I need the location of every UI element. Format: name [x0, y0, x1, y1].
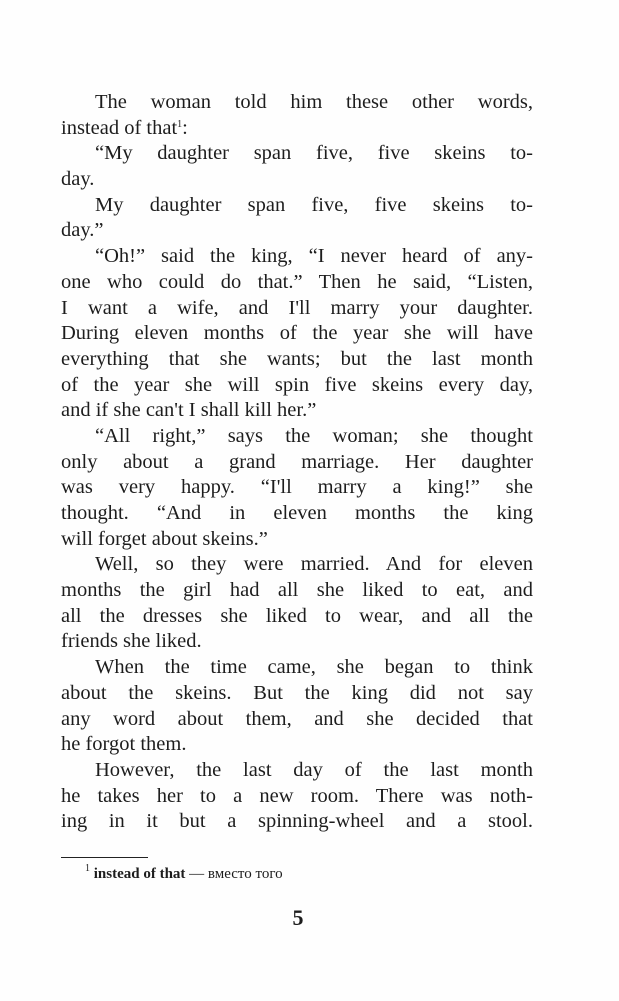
text-line [61, 450, 533, 476]
text-line-content: friends she liked. [61, 630, 202, 653]
text-line-content: The woman told him these other words, [95, 91, 533, 113]
text-line-content: thought. “And in eleven months the king [61, 502, 533, 524]
text-line [61, 424, 533, 450]
text-line-content: everything that she wants; but the last month [61, 347, 533, 370]
text-line [61, 784, 533, 810]
text-line [61, 655, 533, 681]
text-line [61, 578, 533, 604]
page-number: 5 [292, 905, 304, 930]
text-line-content: instead of that [61, 116, 178, 139]
text-line-content: he takes her to a new room. There was noth- [61, 784, 533, 807]
footnote-translation: вместо того [207, 866, 283, 882]
text-line-content: months the girl had all she liked to eat, and [61, 579, 533, 602]
text-line-content: about the skeins. But the king did not say [61, 681, 533, 704]
text-line-content: When the time came, she began to think [95, 656, 533, 679]
text-line-content: However, the last day of the last month [95, 758, 533, 781]
text-line-content: During eleven months of the year she will have [61, 322, 533, 345]
text-line [61, 373, 533, 399]
text-line-suffix: : [182, 116, 188, 139]
footnote-ref: 1 [177, 118, 183, 130]
text-line-content: “My daughter span five, five skeins to- [95, 142, 533, 165]
text-line-content: “All right,” says the woman; she thought [95, 424, 533, 447]
text-line [61, 398, 533, 424]
text-line-content: one who could do that.” Then he said, “Listen, [61, 270, 533, 293]
text-line-content: he forgot them. [61, 733, 187, 756]
text-line [61, 321, 533, 347]
text-line [61, 270, 533, 296]
text-line-content: My daughter span five, five skeins to- [95, 193, 533, 216]
text-line [61, 707, 533, 733]
text-line [61, 809, 533, 835]
text-line-content: will forget about skeins.” [61, 527, 268, 550]
text-line-content: “Oh!” said the king, “I never heard of any- [95, 245, 533, 268]
text-line [61, 218, 533, 244]
text-line-content: of the year she will spin five skeins every day, [61, 373, 533, 396]
text-line [61, 527, 533, 553]
text-line-content: all the dresses she liked to wear, and all the [61, 604, 533, 627]
text-line-content: day. [61, 168, 95, 191]
text-line [61, 167, 533, 193]
text-line-content: was very happy. “I'll marry a king!” she [61, 476, 533, 499]
text-line-content: any word about them, and she decided that [61, 707, 533, 730]
text-line [61, 681, 533, 707]
text-line-content: I want a wife, and I'll marry your daughter. [61, 296, 533, 319]
text-line-content: day.” [61, 219, 104, 242]
text-line [61, 732, 533, 758]
text-line [61, 193, 533, 219]
text-line [61, 501, 533, 527]
footnote-term: instead of that [93, 866, 186, 882]
footnote-dash: — [189, 866, 205, 882]
text-line [61, 604, 533, 630]
text-line [61, 758, 533, 784]
text-line-content: Well, so they were married. And for eleven [95, 553, 533, 576]
text-line-content: ing in it but a spinning-wheel and a stool. [61, 810, 533, 833]
text-line [61, 141, 533, 167]
footnote-marker: 1 [85, 863, 90, 874]
text-line [61, 552, 533, 578]
footnote [85, 863, 283, 883]
text-line-content: and if she can't I shall kill her.” [61, 399, 317, 422]
text-line [61, 296, 533, 322]
text-line-content: only about a grand marriage. Her daughter [61, 450, 533, 473]
text-line [61, 116, 533, 142]
body-text [61, 90, 533, 835]
text-line [61, 475, 533, 501]
footnote-divider [61, 857, 148, 858]
text-line [61, 347, 533, 373]
text-line [61, 90, 533, 116]
text-line [61, 629, 533, 655]
text-line [61, 244, 533, 270]
